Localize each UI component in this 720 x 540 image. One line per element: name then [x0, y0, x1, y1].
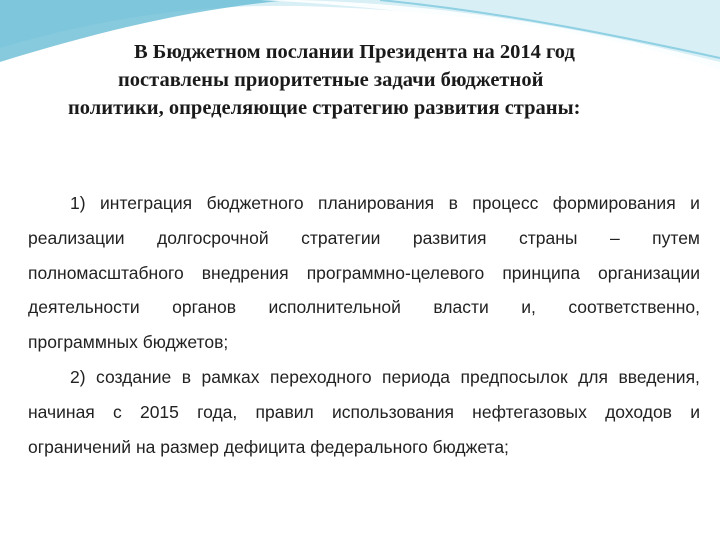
word: рамках — [201, 366, 260, 387]
body-line — [28, 256, 700, 291]
word: предпосылок — [460, 366, 568, 387]
title-line: поставлены приоритетные задачи бюджетной — [118, 69, 544, 91]
word: принципа — [502, 262, 580, 283]
title-line: В Бюджетном послании Президента на 2014 год — [134, 41, 575, 63]
body-line — [28, 186, 700, 221]
word: власти — [433, 297, 489, 318]
word: стратегии — [301, 227, 381, 248]
word: формирования — [552, 193, 676, 213]
word: 2) — [70, 366, 86, 387]
word: в — [181, 366, 192, 387]
word: использования — [331, 401, 454, 422]
body-line: ограничений на размер дефицита федерального бюджета; — [28, 436, 509, 457]
word: 1) — [70, 193, 86, 213]
body-line — [28, 395, 700, 430]
word: периода — [382, 366, 451, 387]
word: 2015 — [139, 401, 179, 422]
word: введения, — [618, 366, 700, 387]
word: соответственно, — [568, 297, 700, 318]
word: органов — [172, 297, 237, 318]
word: создание — [96, 366, 172, 387]
word: года, — [197, 401, 238, 422]
title-line: политики, определяющие стратегию развития страны: — [68, 97, 581, 119]
word: для — [578, 366, 608, 387]
list-item — [28, 360, 700, 464]
word: и — [690, 193, 700, 213]
body-line — [28, 290, 700, 325]
word: начиная — [28, 401, 95, 422]
word: внедрения — [201, 262, 289, 283]
word: планирования — [318, 193, 435, 213]
word: доходов — [605, 401, 672, 422]
slide-body — [28, 186, 700, 464]
word: полномасштабного — [28, 262, 184, 283]
word: исполнительной — [268, 297, 401, 318]
word: развития — [412, 227, 487, 248]
word: переходного — [270, 366, 372, 387]
word: программно-целевого — [306, 262, 485, 283]
list-item — [28, 186, 700, 360]
word: процесс — [472, 193, 539, 213]
word: страны — [519, 227, 578, 248]
word: реализации — [28, 227, 125, 248]
word: бюджетного — [206, 193, 304, 213]
slide-title — [60, 38, 700, 122]
body-line — [28, 360, 700, 395]
word: и, — [521, 297, 536, 318]
word: правил — [255, 401, 314, 422]
word: организации — [598, 262, 700, 283]
word: нефтегазовых — [472, 401, 587, 422]
body-line — [28, 221, 700, 256]
word: в — [448, 193, 458, 213]
word: и — [690, 401, 700, 422]
body-line: программных бюджетов; — [28, 332, 229, 353]
word: с — [113, 401, 122, 422]
word: интеграция — [100, 193, 193, 213]
word: долгосрочной — [156, 227, 269, 248]
word: – — [609, 227, 620, 248]
word: путем — [652, 227, 700, 248]
word: деятельности — [28, 297, 140, 318]
